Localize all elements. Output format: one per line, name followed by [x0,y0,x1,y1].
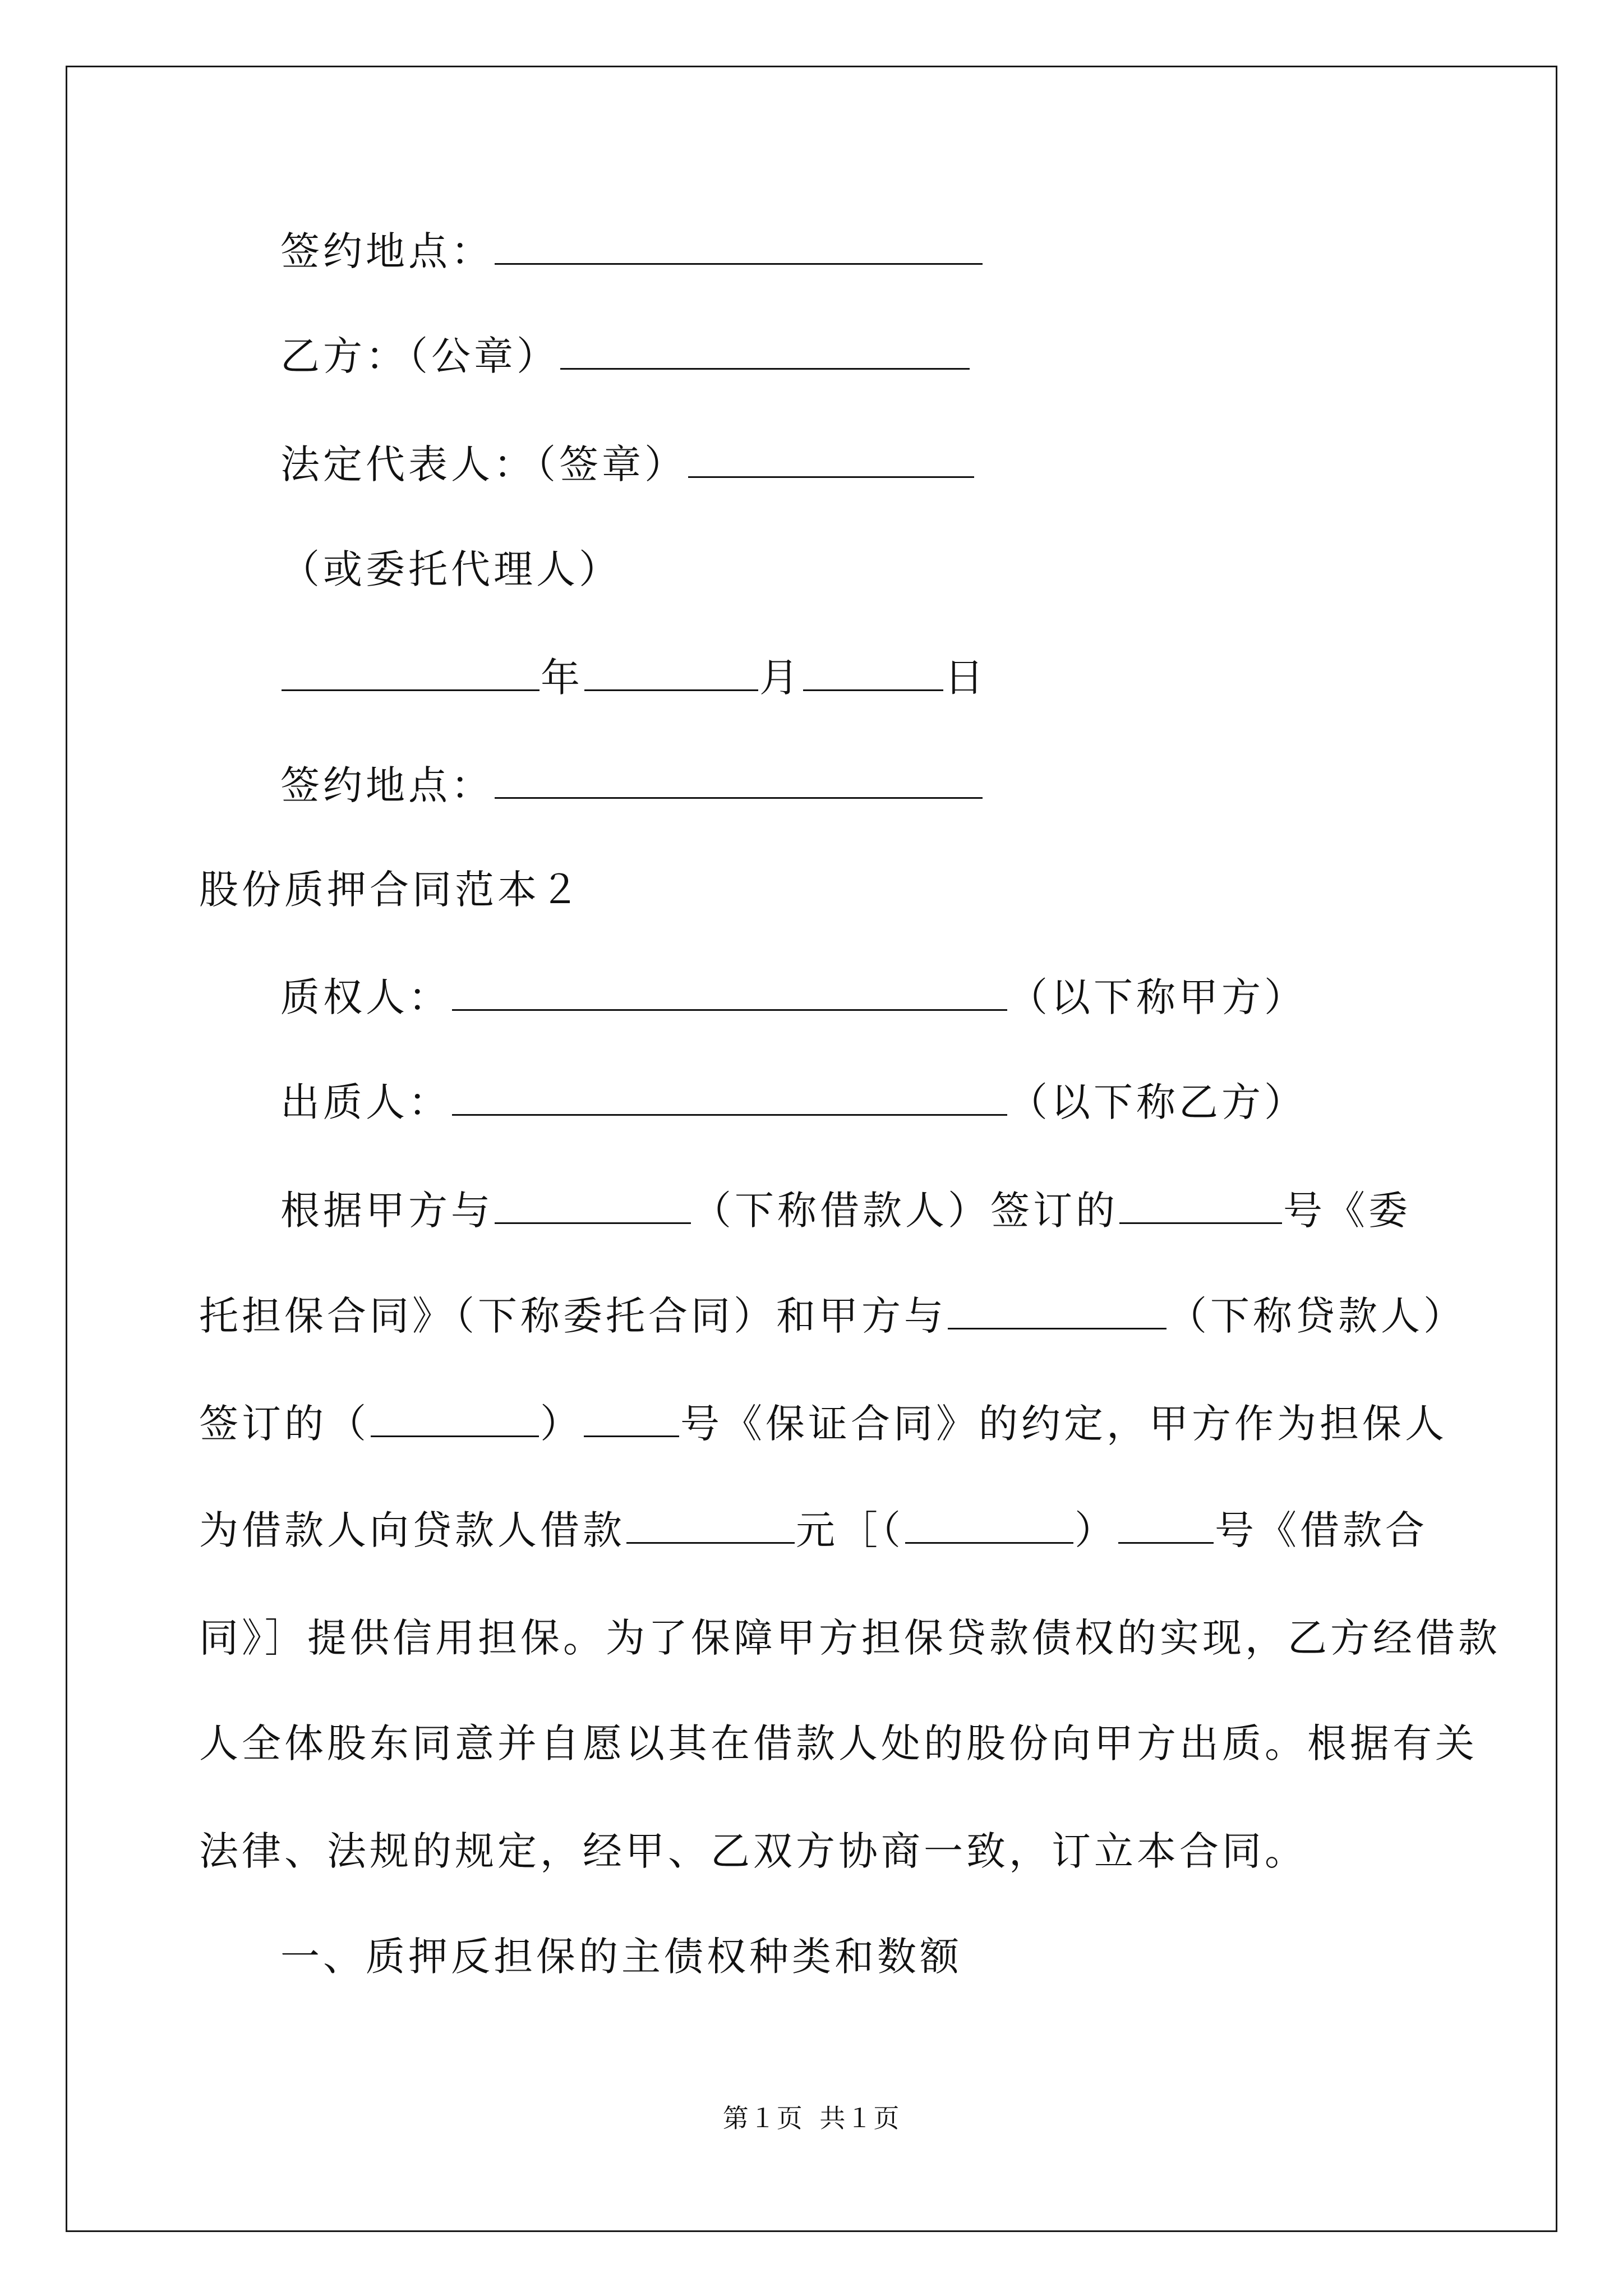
text: （下称贷款人） [1168,1293,1466,1339]
signing-place-line-2 [280,758,984,812]
page-total: 共１页 [819,2103,901,2133]
party-b-seal-blank[interactable] [560,333,970,370]
signing-place-blank[interactable] [495,228,983,265]
borrower-blank[interactable] [495,1188,691,1224]
pledgee-line [280,970,1307,1024]
text: 签订的（ [199,1401,370,1447]
text: 根据甲方与 [280,1188,494,1234]
body-line-4 [199,1503,1428,1557]
pledgor-line [280,1075,1307,1129]
body-line-5 [199,1611,1501,1665]
agent-label: （或委托代理人） [280,546,621,592]
entrust-contract-no-blank[interactable] [1119,1188,1282,1224]
loan-year-blank[interactable] [905,1507,1073,1544]
party-b-seal-label: 乙方：（公章） [280,333,559,379]
text: 为借款人向贷款人借款 [199,1507,625,1553]
year-label: 年 [541,655,583,701]
year-blank[interactable] [282,655,540,691]
legal-rep-label: 法定代表人：（签章） [280,441,687,487]
text: 号《委 [1283,1188,1411,1234]
signing-place-label: 签约地点： [280,228,494,274]
text: 号《保证合同》的约定，甲方作为担保人 [680,1401,1447,1447]
section-heading [199,863,583,917]
signing-place-blank[interactable] [495,762,983,799]
text: 托担保合同》（下称委托合同）和甲方与 [199,1293,947,1339]
pledgee-blank[interactable] [452,974,1007,1011]
signing-place-label: 签约地点： [280,762,494,808]
pledgor-label: 出质人： [280,1079,451,1125]
text: ） [540,1401,583,1447]
body-line-6 [199,1717,1478,1770]
body-line-2 [199,1289,1466,1343]
month-blank[interactable] [584,655,758,691]
day-label: 日 [944,655,987,701]
clause-heading-1 [280,1930,962,1984]
text: 同》］提供信用担保。为了保障甲方担保贷款债权的实现，乙方经借款 [199,1615,1501,1661]
loan-amount-blank[interactable] [626,1507,795,1544]
day-blank[interactable] [803,655,943,691]
body-line-3 [199,1397,1447,1451]
month-label: 月 [759,655,802,701]
page-footer [0,2101,1623,2135]
contract-title: 股份质押合同范本２ [199,867,583,913]
text: （下称借款人）签订的 [692,1188,1118,1234]
pledgor-blank[interactable] [452,1079,1007,1116]
pledgee-label: 质权人： [280,974,451,1020]
text: 法律、法规的规定，经甲、乙双方协商一致，订立本合同。 [199,1828,1307,1874]
party-b-line [280,329,971,383]
agent-line [280,542,621,596]
guarantee-year-blank[interactable] [371,1401,539,1437]
page-border [66,66,1557,2232]
text: 号《借款合 [1215,1507,1428,1553]
pledgor-note: （以下称乙方） [1008,1079,1307,1125]
text: ） [1075,1507,1117,1553]
loan-contract-no-blank[interactable] [1118,1507,1214,1544]
page-number: 第１页 [722,2103,804,2133]
body-line-1 [280,1184,1411,1237]
legal-rep-line [280,438,975,491]
legal-rep-blank[interactable] [688,441,974,478]
date-line [280,651,987,705]
lender-blank[interactable] [948,1293,1166,1329]
text: 一、质押反担保的主债权种类和数额 [280,1934,962,1980]
guarantee-no-blank[interactable] [584,1401,679,1437]
body-line-7 [199,1824,1307,1878]
signing-place-line-1 [280,224,984,278]
text: 元［（ [796,1507,904,1553]
pledgee-note: （以下称甲方） [1008,974,1307,1020]
text: 人全体股东同意并自愿以其在借款人处的股份向甲方出质。根据有关 [199,1720,1478,1766]
